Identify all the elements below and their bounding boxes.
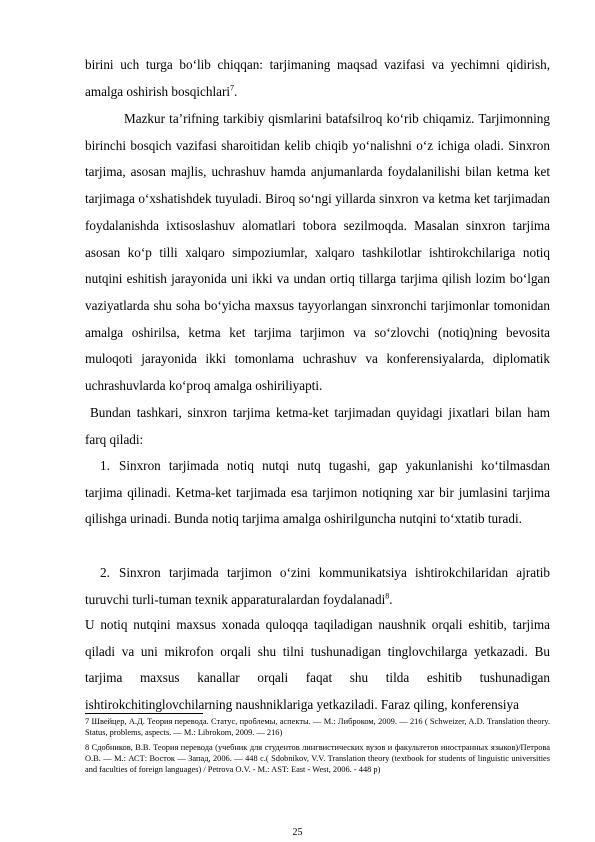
paragraph-differences: Bundan tashkari, sinxron tarjima ketma-ket tarjimadan quyidagi jixatlari bilan ham farq qiladi: bbox=[85, 405, 550, 447]
paragraph-process: U notiq nutqini maxsus xonada quloqqa taqiladigan naushnik orqali eshitib, tarjima qiladi va uni mikrofon orqali shu tilni tushunadigan tinglovchilarga yetkazadi. Bu tarjima maxsus kanallar orqali faqat shu tilda eshitib tushunadigan ishtirokchitinglovchilarning naushniklariga yetkaziladi. Faraz qiling, konferensiya bbox=[85, 617, 550, 713]
footnote-ref-7[interactable]: 7 bbox=[230, 83, 235, 93]
list-item-1 bbox=[85, 453, 550, 533]
paragraph-intro bbox=[85, 52, 550, 105]
list-number: 1. bbox=[100, 458, 110, 473]
paragraph-intro-tail: . bbox=[234, 83, 238, 99]
list-item-2 bbox=[85, 560, 550, 613]
footnote-7: 7 Швейцер, А.Д. Теория перевода. Статус, проблемы, аспекты. — М.: Либроком, 2009. — 216 ( Schweizer, A.D. Translation theory. Status, problems, aspects. — M.: Librokom, 2009. — 216) bbox=[85, 717, 550, 737]
list-item-tail: . bbox=[389, 591, 393, 607]
list-number: 2. bbox=[100, 565, 110, 580]
page-number: 25 bbox=[292, 827, 303, 838]
paragraph-stages: Mazkur ta’rifning tarkibiy qismlarini batafsilroq ko‘rib chiqamiz. Tarjimonning birinchi bosqich vazifasi sharoitidan kelib chiqib yo‘nalishni o‘z ichiga oladi. Sinxron tarjima, asosan majlis, uchrashuv hamda anjumanlarda foydalanilishi bilan ketma ket tarjimaga o‘xshatishdek tuyuladi. Biroq so‘ngi yillarda sinxron va ketma ket tarjimadan foydalanishda ixtisoslashuv alomatlari tobora sezilmoqda. Masalan sinxron tarjima asosan ko‘p tilli xalqaro simpoziumlar, xalqaro tashkilotlar ishtirokchilariga notiq nutqini eshitish jarayonida uni ikki va undan ortiq tillarga tarjima qilish lozim bo‘lgan vaziyatlarda shu soha bo‘yicha maxsus tayyorlangan sinxronchi tarjimonlar tomonidan amalga oshirilsa, ketma ket tarjima tarjimon va so‘zlovchi (notiq)ning bevosita muloqoti jarayonida ikki tomonlama uchrashuv va konferensiyalarda, diplomatik uchrashuvlarda ko‘proq amalga oshiriliyapti. bbox=[85, 111, 550, 394]
list-item-text: Sinxron tarjimada notiq nutqi nutq tugashi, gap yakunlanishi ko‘tilmasdan tarjima qilinadi. Ketma-ket tarjimada esa tarjimon notiqning xar bir jumlasini tarjima qilishga urinadi. Bunda notiq tarjima amalga oshirilguncha nutqini to‘xtatib turadi. bbox=[85, 458, 550, 527]
paragraph-intro-text: birini uch turga bo‘lib chiqqan: tarjimaning maqsad vazifasi va yechimni qidirish, amalga oshirish bosqichlari bbox=[85, 57, 550, 99]
footnote-8: 8 Сдобников, В.В. Теория перевода (учебник для студентов лингвистических вузов и факультетов иностранных языков)/Петрова О.В. — М.: АСТ: Восток — Запад, 2006. — 448 с.( Sdobnikov, V.V. Translation theory (textbook for students of linguistic universities and faculties of foreign languages) / Petrova O.V. - M.: AST: East - West, 2006. - 448 p) bbox=[85, 743, 550, 774]
list-item-text: Sinxron tarjimada tarjimon o‘zini kommunikatsiya ishtirokchilaridan ajratib turuvchi turli-tuman texnik apparaturalardan foydalanadi bbox=[85, 565, 550, 607]
footnote-separator bbox=[85, 713, 203, 714]
footnote-ref-8[interactable]: 8 bbox=[385, 591, 390, 601]
